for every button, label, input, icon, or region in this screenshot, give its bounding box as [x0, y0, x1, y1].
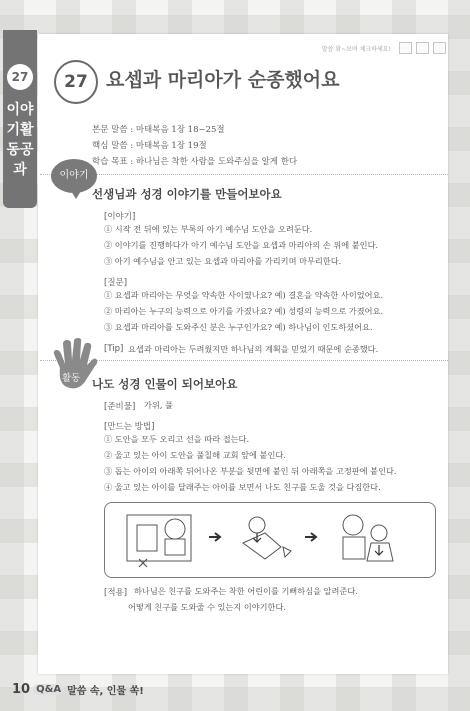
- method-line: ① 도안을 모두 오리고 선을 따라 접는다.: [104, 434, 250, 444]
- hand-icon: [50, 338, 98, 394]
- apply-label: [적용]: [104, 588, 128, 598]
- check-header: [322, 42, 446, 54]
- divider: [40, 174, 448, 176]
- story-title: 선생님과 성경 이야기를 만들어보아요: [92, 187, 282, 201]
- method-line: ③ 돕는 아이의 아래쪽 뒤어나온 부분을 뒷면에 붙인 뒤 아래쪽을 고정판에 붙인다.: [104, 466, 397, 476]
- method-line: ② 울고 있는 아이 도안을 풀칠해 교회 앞에 붙인다.: [104, 450, 286, 460]
- lesson-title: 요셉과 마리아가 순종했어요: [106, 69, 340, 91]
- side-tab-number: 27: [7, 64, 33, 90]
- question-line: ② 마리아는 누구의 능력으로 아기를 가졌나요? 예) 성령의 능력으로 가졌어요.: [104, 306, 384, 316]
- question-label: [질문]: [104, 278, 128, 288]
- check-box: [433, 42, 446, 54]
- check-box: [399, 42, 412, 54]
- apply-line: 어떻게 친구를 도와줄 수 있는지 이야기한다.: [128, 602, 286, 612]
- question-line: ③ 요셉과 마리아를 도와주신 분은 누구인가요? 예) 하나님이 인도하셨어요.: [104, 322, 373, 332]
- tip-label: [Tip]: [104, 344, 124, 354]
- craft-steps-illustration: [105, 503, 435, 577]
- divider: [40, 360, 448, 362]
- meta-key-verse: 핵심 말씀 : 마태복음 1장 19절: [92, 141, 207, 151]
- footer-title: 말씀 속, 인물 쏙!: [67, 686, 144, 697]
- materials-label: [준비물]: [104, 402, 136, 412]
- story-label: [이야기]: [104, 212, 136, 222]
- method-label: [만드는 방법]: [104, 422, 155, 432]
- apply-line: 하나님은 친구를 도와주는 착한 어린이를 기뻐하심을 알려준다.: [134, 586, 358, 596]
- side-tab-label: 이야기활동공과: [6, 102, 34, 178]
- question-line: ① 요셉과 마리아는 무엇을 약속한 사이였나요? 예) 결혼을 약속한 사이었어요.: [104, 290, 384, 300]
- page-footer: [12, 682, 144, 697]
- check-header-text: 말씀 확~보며 체크하세요!: [321, 45, 391, 53]
- page-number: 10: [12, 682, 31, 697]
- story-bubble: 이야기: [51, 159, 97, 193]
- story-line: ② 이야기를 진행하다가 아기 예수님 도안을 요셉과 마리아의 손 위에 붙인다.: [104, 240, 379, 250]
- story-line: ③ 아기 예수님을 안고 있는 요셉과 마리아를 가리키며 마무리한다.: [104, 256, 342, 266]
- side-tab: [3, 30, 37, 208]
- meta-scripture: 본문 말씀 : 마태복음 1장 18~25절: [92, 125, 225, 135]
- brand-logo: Q&A: [33, 684, 64, 695]
- activity-badge: 활동: [62, 373, 81, 384]
- lesson-meta: [92, 122, 297, 170]
- lesson-number: 27: [54, 60, 98, 104]
- check-box: [416, 42, 429, 54]
- materials-text: 가위, 풀: [144, 400, 173, 410]
- story-line: ① 시작 전 뒤에 있는 부록의 아기 예수님 도안을 오려둔다.: [104, 224, 313, 234]
- meta-goal: 학습 목표 : 하나님은 착한 사람을 도와주심을 알게 한다: [92, 157, 298, 167]
- tip-text: 요셉과 마리아는 두려웠지만 하나님의 계획을 믿었기 때문에 순종했다.: [128, 344, 379, 354]
- activity-title: 나도 성경 인물이 되어보아요: [92, 377, 238, 391]
- craft-diagram: [104, 502, 436, 578]
- method-line: ④ 울고 있는 아이를 달래주는 아이를 보면서 나도 친구를 도울 것을 다짐한다.: [104, 482, 381, 492]
